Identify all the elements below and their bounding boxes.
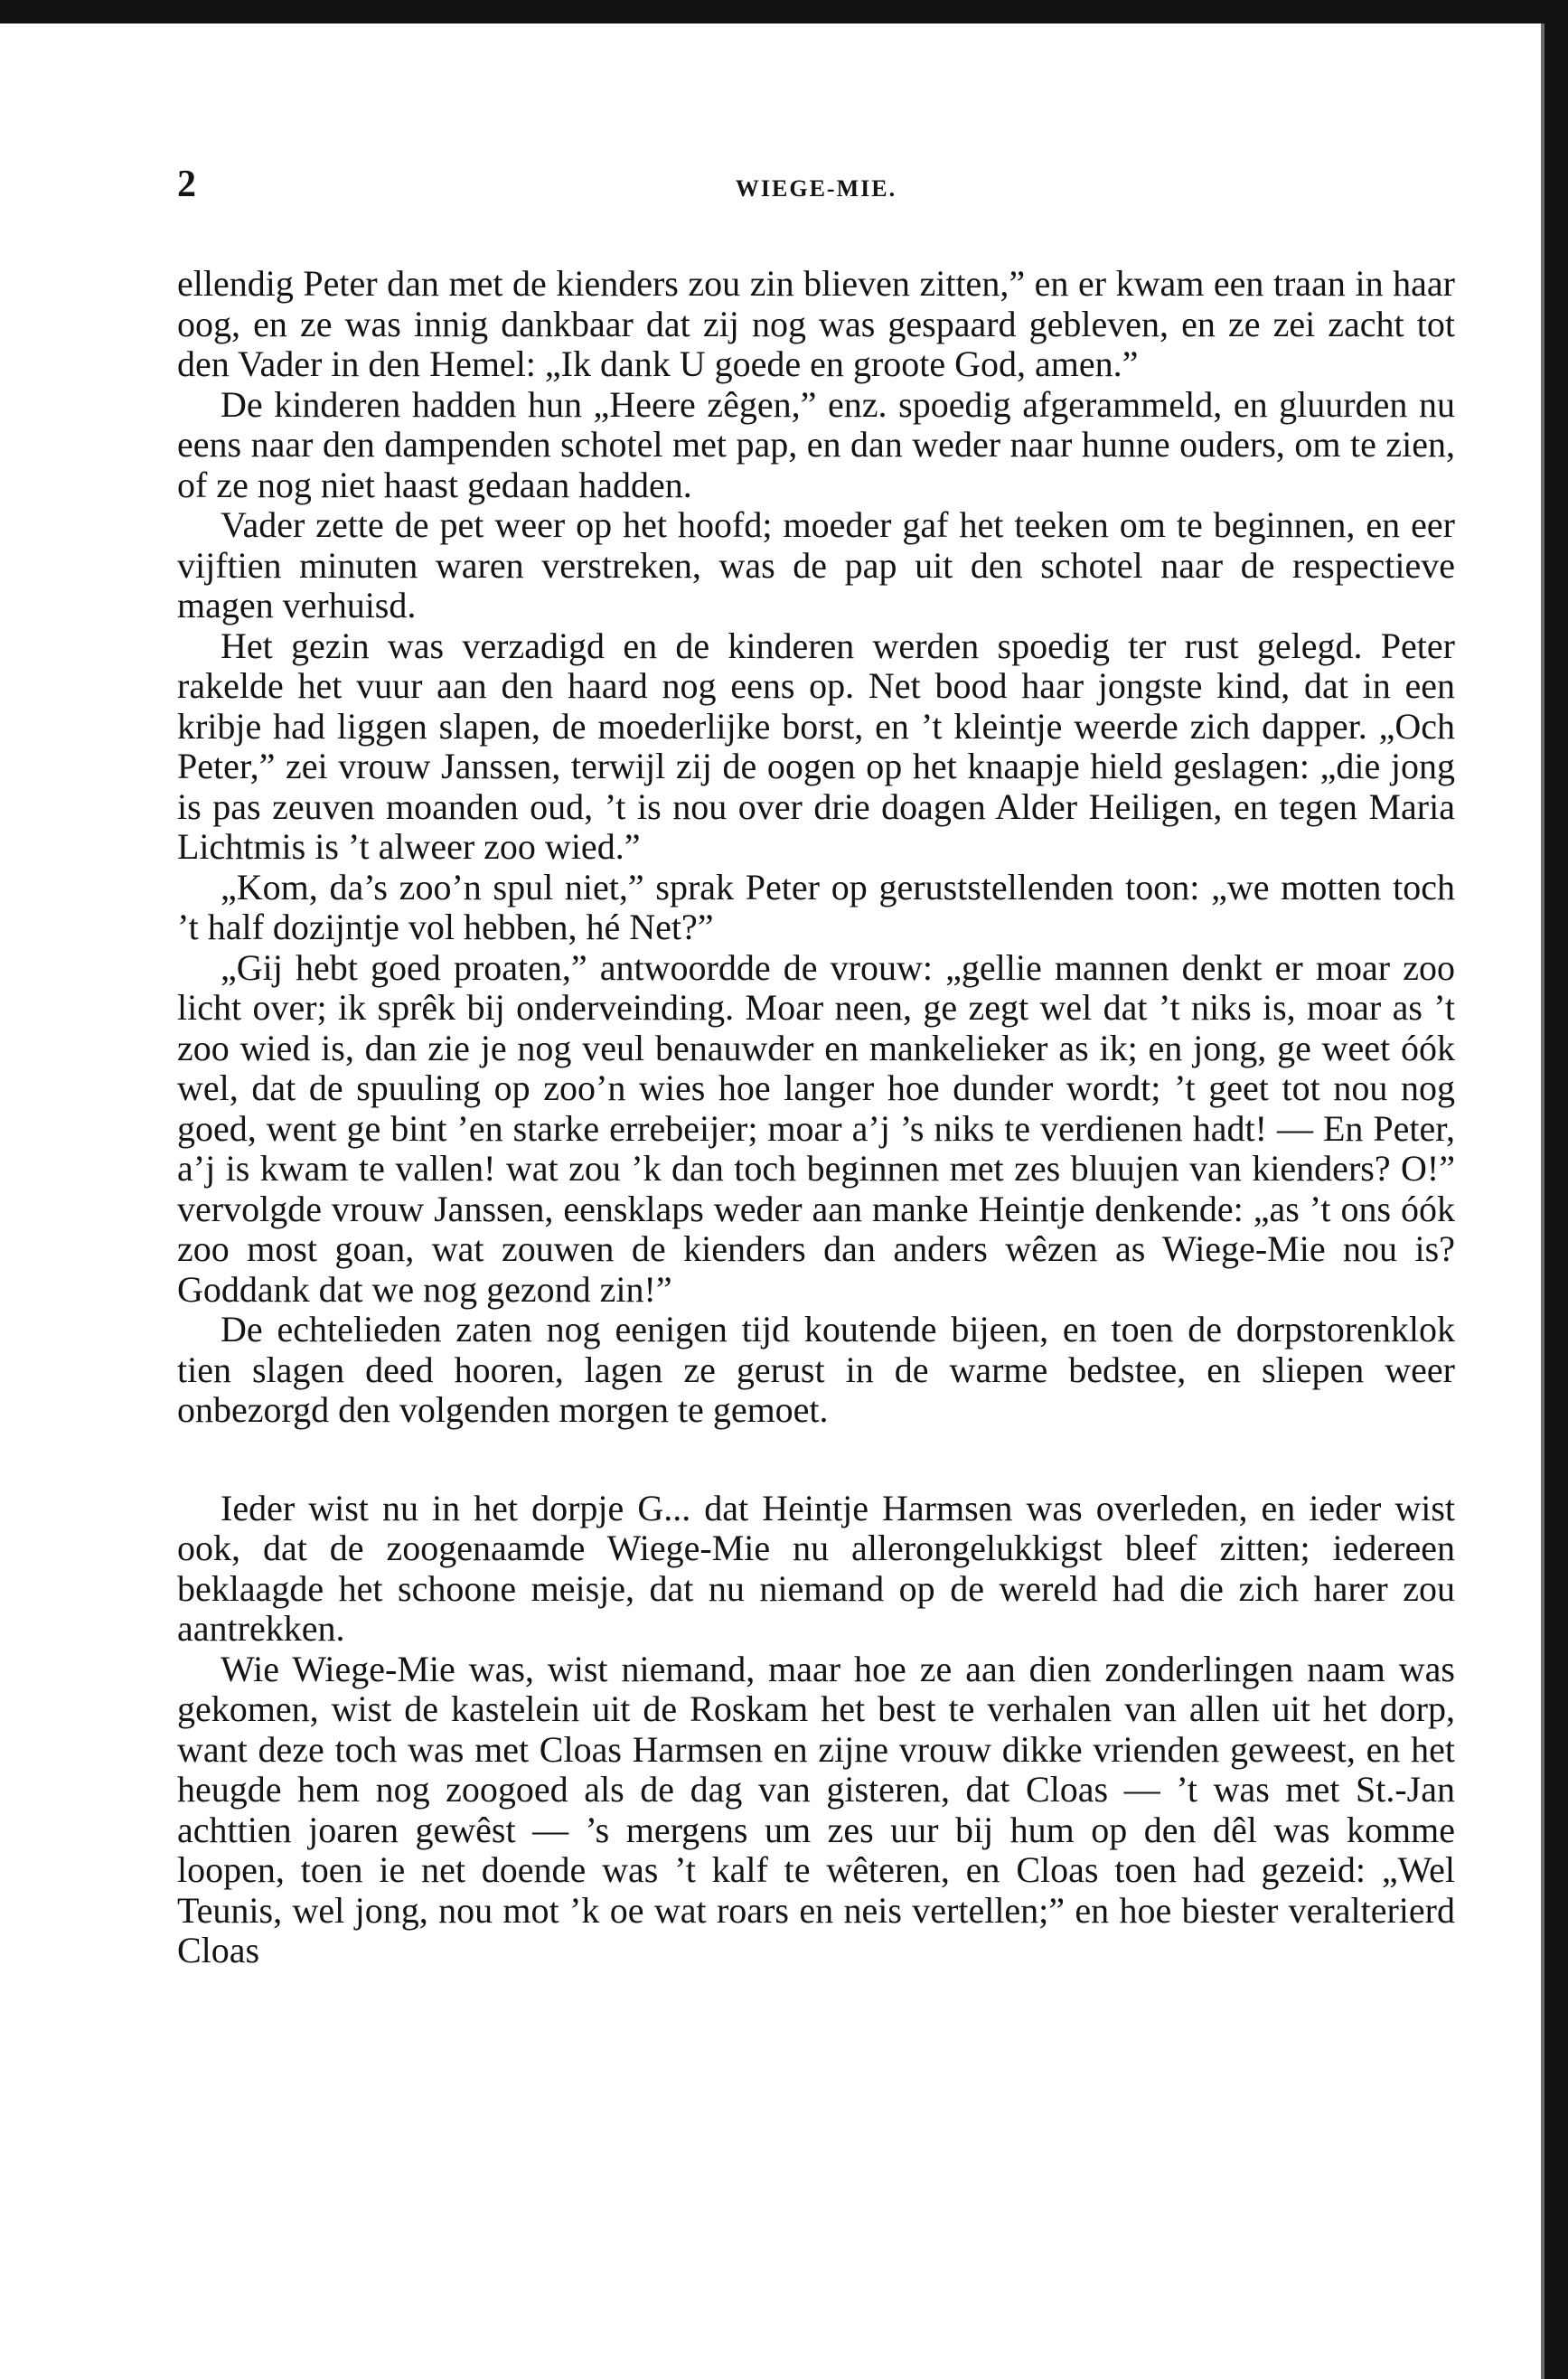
scan-border-right	[1545, 0, 1568, 2379]
paragraph-3: Vader zette de pet weer op het hoofd; moeder gaf het teeken om te beginnen, en eer vijftien minuten waren verstreken, was de pap uit den schotel naar de respectieve magen verhuisd.	[177, 504, 1455, 625]
scan-border-top	[0, 0, 1568, 24]
running-title: WIEGE-MIE.	[735, 175, 897, 202]
scan-border-shadow	[1541, 24, 1545, 2379]
paragraph-7: De echtelieden zaten nog eenigen tijd koutende bijeen, en toen de dorpstorenklok tien slagen deed hooren, lagen ze gerust in de warme bedstee, en sliepen weer onbezorgd den volgenden morgen te gemoet.	[177, 1309, 1455, 1430]
paragraph-9: Wie Wiege-Mie was, wist niemand, maar hoe ze aan dien zonderlingen naam was gekomen, wist de kastelein uit de Roskam het best te verhalen van allen uit het dorp, want deze toch was met Cloas Harmsen en zijne vrouw dikke vrienden geweest, en het heugde hem nog zoogoed als de dag van gisteren, dat Cloas — ’t was met St.-Jan achttien joaren gewêst — ’s mergens um zes uur bij hum op den dêl was komme loopen, toen ie net doende was ’t kalf te wêteren, en Cloas toen had gezeid: „Wel Teunis, wel jong, nou mot ’k oe wat roars en neis vertellen;” en hoe biester veralterierd Cloas	[177, 1648, 1455, 1970]
paragraph-6: „Gij hebt goed proaten,” antwoordde de vrouw: „gellie mannen denkt er moar zoo licht over; ik sprêk bij onderveinding. Moar neen, ge zegt wel dat ’t niks is, moar as ’t zoo wied is, dan zie je nog veul benauwder en mankelieker as ik; en jong, ge weet óók wel, dat de spuuling op zoo’n wies hoe langer hoe dunder wordt; ’t geet tot nou nog goed, went ge bint ’en starke errebeijer; moar a’j ’s niks te verdienen hadt! — En Peter, a’j is kwam te vallen! wat zou ’k dan toch beginnen met zes bluujen van kienders? O!” vervolgde vrouw Janssen, eensklaps weder aan manke Heintje denkende: „as ’t ons óók zoo most goan, wat zouwen de kienders dan anders wêzen as Wiege-Mie nou is? Goddank dat we nog gezond zin!”	[177, 946, 1455, 1310]
page-number: 2	[177, 164, 196, 205]
section-break	[177, 1431, 1455, 1489]
page-header	[177, 163, 1455, 217]
book-page	[177, 163, 1455, 1971]
paragraph-5: „Kom, da’s zoo’n spul niet,” sprak Peter op geruststellenden toon: „we motten toch ’t half dozijntje vol hebben, hé Net?”	[177, 866, 1455, 947]
paragraph-1: ellendig Peter dan met de kienders zou zin blieven zitten,” en er kwam een traan in haar oog, en ze was innig dankbaar dat zij nog was gespaard gebleven, en ze zei zacht tot den Vader in den Hemel: „Ik dank U goede en groote God, amen.”	[177, 263, 1455, 384]
paragraph-4: Het gezin was verzadigd en de kinderen werden spoedig ter rust gelegd. Peter rakelde het vuur aan den haard nog eens op. Net bood haar jongste kind, dat in een kribje had liggen slapen, de moederlijke borst, en ’t kleintje weerde zich dapper. „Och Peter,” zei vrouw Janssen, terwijl zij de oogen op het knaapje hield geslagen: „die jong is pas zeuven moanden oud, ’t is nou over drie doagen Alder Heiligen, en tegen Maria Lichtmis is ’t alweer zoo wied.”	[177, 625, 1455, 867]
body-text	[177, 264, 1455, 1971]
paragraph-8: Ieder wist nu in het dorpje G... dat Heintje Harmsen was overleden, en ieder wist ook, dat de zoogenaamde Wiege-Mie nu allerongelukkigst bleef zitten; iedereen beklaagde het schoone meisje, dat nu niemand op de wereld had die zich harer zou aantrekken.	[177, 1487, 1455, 1649]
paragraph-2: De kinderen hadden hun „Heere zêgen,” enz. spoedig afgerammeld, en gluurden nu eens naar den dampenden schotel met pap, en dan weder naar hunne ouders, om te zien, of ze nog niet haast gedaan hadden.	[177, 383, 1455, 505]
